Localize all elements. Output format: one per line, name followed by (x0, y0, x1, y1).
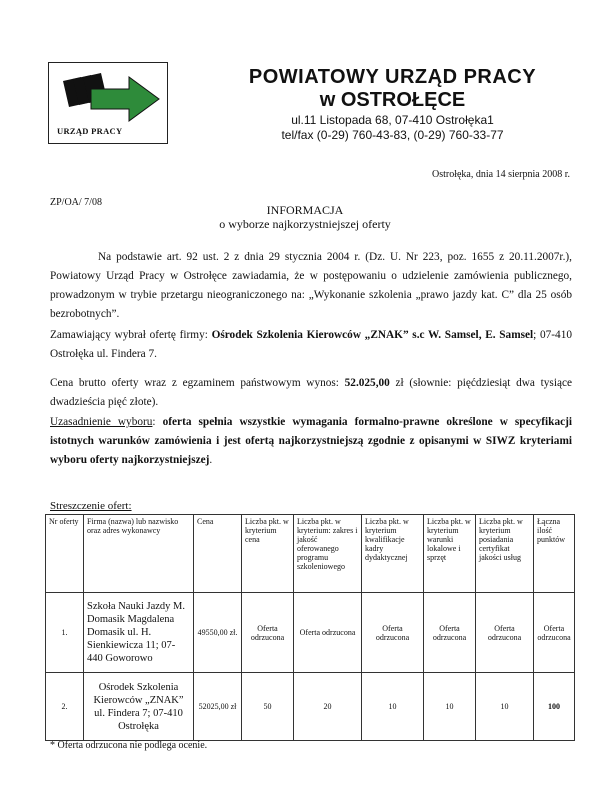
logo-text: URZĄD PRACY (57, 126, 123, 136)
header-nr: Nr oferty (46, 515, 84, 593)
row1-total: Oferta odrzucona (534, 593, 575, 673)
row2-cena: 52025,00 zł (194, 673, 242, 741)
office-logo (48, 62, 168, 144)
row1-c1: Oferta odrzucona (242, 593, 294, 673)
row1-c5: Oferta odrzucona (476, 593, 534, 673)
header-cena: Cena (194, 515, 242, 593)
row2-c3: 10 (362, 673, 424, 741)
office-address: ul.11 Listopada 68, 07-410 Ostrołęka1 (291, 113, 494, 127)
office-name-line2: w OSTROŁĘCE (319, 89, 466, 111)
justification-label: Uzasadnienie wyboru (50, 416, 153, 428)
row2-c4: 10 (424, 673, 476, 741)
title-line1: INFORMACJA (266, 203, 344, 217)
header-kryt-program: Liczba pkt. w kryterium: zakres i jakość oferowanego programu szkoleniowego (294, 515, 362, 593)
row2-total: 100 (534, 673, 575, 741)
row1-nr: 1. (46, 593, 84, 673)
table-row (46, 673, 575, 741)
summary-label: Streszczenie ofert: (50, 500, 132, 512)
row1-c2: Oferta odrzucona (294, 593, 362, 673)
header-kryt-kadra: Liczba pkt. w kryterium kwalifikacje kadry dydaktycznej (362, 515, 424, 593)
header-kryt-cena: Liczba pkt. w kryterium cena (242, 515, 294, 593)
office-contact (200, 113, 585, 143)
paragraph-legal-basis: Na podstawie art. 92 ust. 2 z dnia 29 stycznia 2004 r. (Dz. U. Nr 223, poz. 1655 z 20.11.2007r.), Powiatowy Urząd Pracy w Ostrołęce zawiadamia, że w postępowaniu o udzielenie zamówienia publicznego, prowadzonym w trybie przetargu nieograniczonego na: „Wykonanie szkolenia „prawo jazdy kat. C” dla 25 osób bezrobotnych”. (50, 251, 572, 320)
document-title (100, 203, 510, 231)
row1-c3: Oferta odrzucona (362, 593, 424, 673)
row2-firma: Ośrodek Szkolenia Kierowców „ZNAK” ul. Findera 7; 07-410 Ostrołęka (84, 673, 194, 741)
document-date: Ostrołęka, dnia 14 sierpnia 2008 r. (431, 169, 570, 180)
paragraph-price: Cena brutto oferty wraz z egzaminem państwowym wynos: 52.025,00 zł (słownie: pięćdziesiąt dwa tysiące dwadzieścia pięć złote). (50, 377, 572, 408)
footnote: * Oferta odrzucona nie podlega ocenie. (50, 740, 208, 751)
title-line2: o wyborze najkorzystniejszej oferty (219, 217, 391, 231)
row2-c2: 20 (294, 673, 362, 741)
row2-c1: 50 (242, 673, 294, 741)
header-firma: Firma (nazwa) lub nazwisko oraz adres wykonawcy (84, 515, 194, 593)
header-lacznie: Łączna ilość punktów (534, 515, 575, 593)
header-kryt-lokal: Liczba pkt. w kryterium warunki lokalowe i sprzęt (424, 515, 476, 593)
justification-text: oferta spełnia wszystkie wymagania formalno-prawne określone w specyfikacji istotnych warunków zamówienia i jest ofertą najkorzystniejszą zgodnie z opisanymi w SIWZ kryteriami wyboru oferty najkorzystniejszej (50, 416, 573, 466)
reference-number: ZP/OA/ 7/08 (50, 197, 102, 208)
row1-cena: 49550,00 zł. (194, 593, 242, 673)
table-header-row (46, 515, 575, 593)
row2-c5: 10 (476, 673, 534, 741)
paragraph-chosen-offer: Zamawiający wybrał ofertę firmy: Ośrodek Szkolenia Kierowców „ZNAK” s.c W. Samsel, E. Samsel; 07-410 Ostrołęka ul. Findera 7. (50, 329, 572, 360)
chosen-company: Ośrodek Szkolenia Kierowców „ZNAK” s.c W. Samsel, E. Samsel (211, 329, 534, 341)
office-telfax: tel/fax (0-29) 760-43-83, (0-29) 760-33-77 (281, 128, 504, 142)
row1-firma: Szkoła Nauki Jazdy M. Domasik Magdalena Domasik ul. H. Sienkiewicza 11; 07-440 Goworowo (84, 593, 194, 673)
office-name-line1: POWIATOWY URZĄD PRACY (248, 66, 537, 88)
row1-c4: Oferta odrzucona (424, 593, 476, 673)
table-row (46, 593, 575, 673)
header-kryt-certyfikat: Liczba pkt. w kryterium posiadania certyfikat jakości usług (476, 515, 534, 593)
offers-table (45, 514, 575, 741)
price-value: 52.025,00 (344, 377, 390, 389)
paragraph-justification: Uzasadnienie wyboru: oferta spełnia wszystkie wymagania formalno-prawne określone w specyfikacji istotnych warunków zamówienia i jest ofertą najkorzystniejszą zgodnie z opisanymi w SIWZ kryteriami wyboru oferty najkorzystniejszej. (50, 416, 573, 466)
row2-nr: 2. (46, 673, 84, 741)
